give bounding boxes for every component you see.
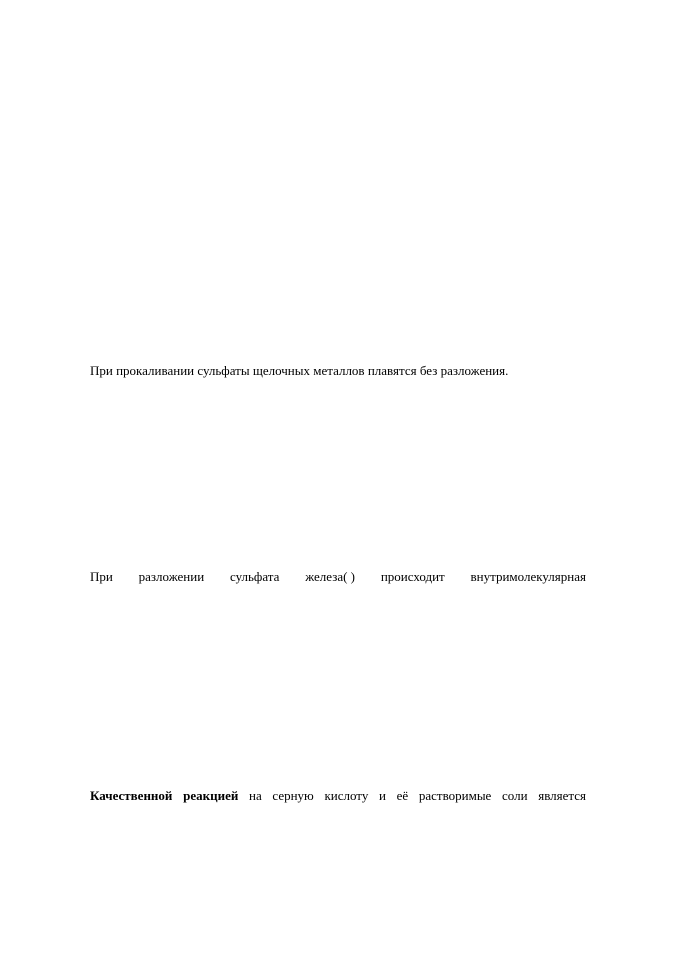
word: внутримолекулярная [470,569,586,584]
word: серную [272,788,314,803]
paragraph-sulfates-calcination: При прокаливании сульфаты щелочных металлов плавятся без разложения. [90,363,509,378]
paragraph-qualitative-reaction [90,788,586,804]
word: происходит [380,569,445,584]
bold-term-word: Качественной [90,788,173,803]
word: растворимые [418,788,492,803]
word: кислоту [324,788,369,803]
word: При [90,569,113,584]
paragraph-iron-sulfate-decomposition [90,569,586,585]
bold-term-word: реакцией [183,788,239,803]
word: сульфата [229,569,280,584]
word: на [249,788,262,803]
word: её [396,788,409,803]
word: железа( ) [305,569,356,584]
word: и [379,788,386,803]
word: соли [502,788,528,803]
word: является [538,788,586,803]
word: разложении [138,569,205,584]
